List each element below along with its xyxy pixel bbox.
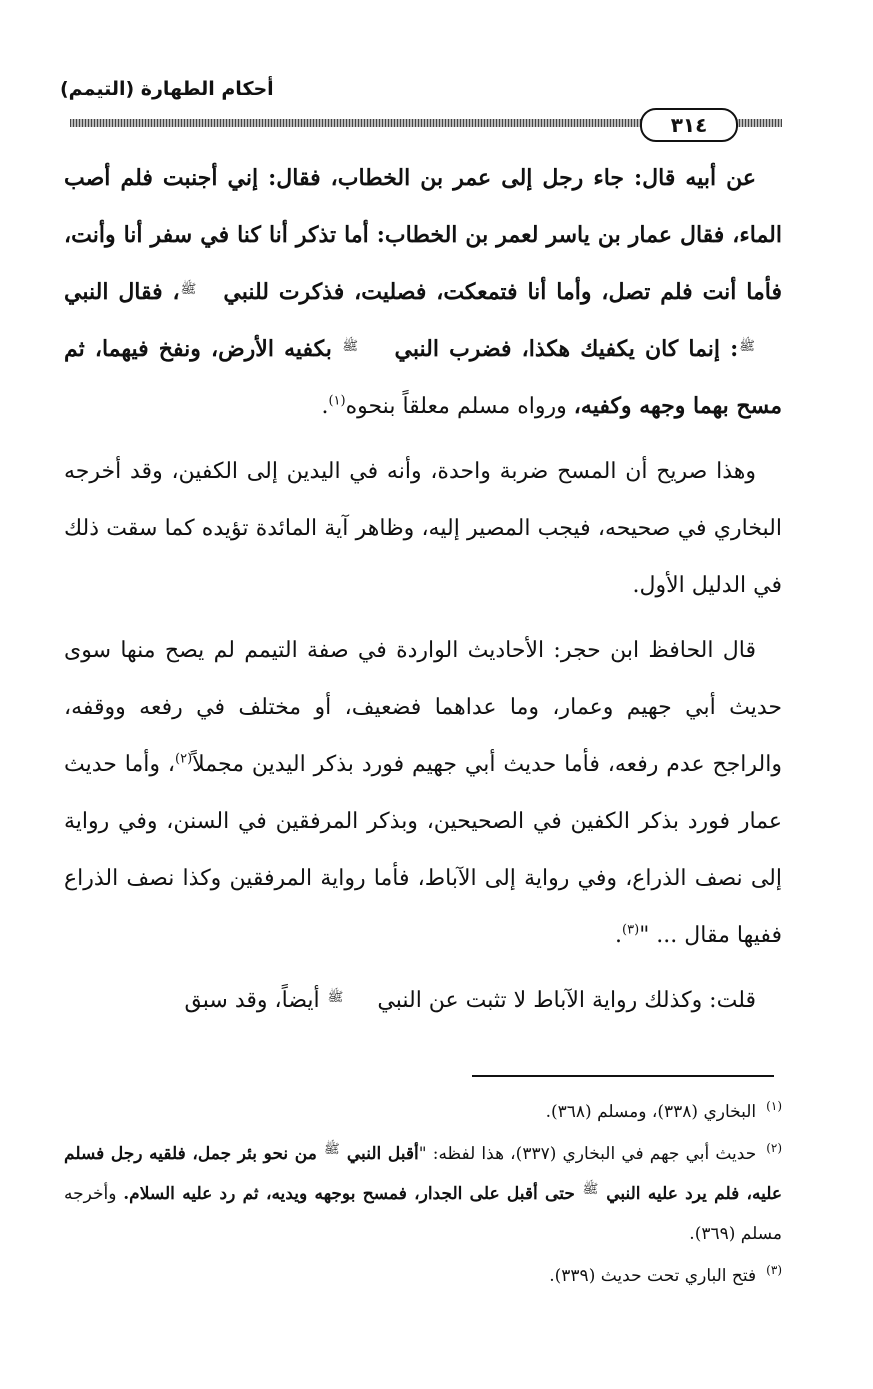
hadith-text-4: بكفيه الأرض، ونفخ فيهما، ثم مسح بهما وجهه وكفيه، <box>64 336 782 419</box>
footnote-text-2d: حتى أقبل على الجدار، فمسح بوجهه ويديه، ثم رد عليه السلام. <box>123 1184 575 1204</box>
paragraph-hadith <box>64 150 782 435</box>
page-number: ٣١٤ <box>640 108 738 142</box>
paragraph-ibn-hajar <box>64 622 782 964</box>
conclusion-text-2: أيضاً، وقد سبق <box>184 988 320 1013</box>
footnote-text-3: فتح الباري تحت حديث (٣٣٩). <box>549 1266 757 1286</box>
footnote-text-2e: وأخرجه مسلم (٣٦٩). <box>64 1184 782 1244</box>
hadith-text-5: ورواه مسلم معلقاً بنحوه <box>345 394 567 419</box>
footnote-text-1: البخاري (٣٣٨)، ومسلم (٣٦٨). <box>545 1102 757 1122</box>
footnote-text-2a: حديث أبي جهم في البخاري (٣٣٧)، هذا لفظه: " <box>418 1144 757 1164</box>
honorific-glyph: ﷺ <box>324 1142 340 1157</box>
hadith-text-1: عن أبيه قال: جاء رجل إلى عمر بن الخطاب، فقال: إني أجنبت فلم أصب الماء، فقال عمار بن ياسر لعمر بن الخطاب: أما تذكر أنا كنا في سفر أنا وأنت، فأما أنت فلم تصل، وأما أنا فتمعكت، فصليت، فذكرت للنبي <box>64 165 782 305</box>
hadith-text-2: ، فقال النبي <box>64 279 180 305</box>
hadith-text-3: : إنما كان يكفيك هكذا، فضرب النبي <box>394 336 739 362</box>
footnote-3 <box>64 1256 782 1296</box>
paragraph-conclusion <box>64 972 782 1029</box>
ibn-hajar-text-2: ، وأما حديث عمار فورد بذكر الكفين في الصحيحين، وبذكر المرفقين في السنن، وفي رواية إلى نصف الذراع، وفي رواية إلى الآباط، فأما رواية المرفقين وكذا نصف الذراع ففيها مقال ... " <box>64 752 782 948</box>
ibn-hajar-text-1: قال الحافظ ابن حجر: الأحاديث الواردة في صفة التيمم لم يصح منها سوى حديث أبي جهيم وعمار، وما عداهما فضعيف، أو مختلف في رفعه ووقفه، والراجح عدم رفعه، فأما حديث أبي جهيم فورد بذكر اليدين مجملاً <box>64 638 782 777</box>
honorific-glyph: ﷺ <box>582 1182 599 1197</box>
conclusion-text-1: قلت: وكذلك رواية الآباط لا تثبت عن النبي <box>377 988 756 1013</box>
honorific-glyph: ﷺ <box>739 339 755 354</box>
footnote-ref-1: (١) <box>328 393 346 409</box>
footnote-separator <box>472 1075 774 1077</box>
honorific-glyph: ﷺ <box>180 282 197 297</box>
paragraph-commentary: وهذا صريح أن المسح ضربة واحدة، وأنه في اليدين إلى الكفين، وقد أخرجه البخاري في صحيحه، فيجب المصير إليه، وظاهر آية المائدة تؤيده كما سقت ذلك في الدليل الأول. <box>64 459 782 598</box>
footnote-2 <box>64 1134 782 1254</box>
running-title: أحكام الطهارة (التيمم) <box>60 78 274 100</box>
footnote-ref-2: (٢) <box>175 751 193 767</box>
footnote-mark-2: (٢) <box>766 1141 783 1156</box>
ibn-hajar-end: . <box>615 923 623 948</box>
footnote-text-2b: أقبل النبي <box>346 1144 419 1164</box>
honorific-glyph: ﷺ <box>342 339 359 354</box>
footnotes <box>64 1092 782 1298</box>
hadith-end: . <box>321 394 329 419</box>
body-text <box>64 150 782 1037</box>
footnote-text-2c: من نحو بئر جمل، فلقيه رجل فسلم عليه، فلم يرد عليه النبي <box>64 1144 783 1204</box>
honorific-glyph: ﷺ <box>327 990 344 1005</box>
footnote-mark-3: (٣) <box>766 1263 782 1278</box>
footnote-mark-1: (١) <box>766 1099 782 1114</box>
footnote-ref-3: (٣) <box>622 922 640 938</box>
footnote-1 <box>64 1092 782 1132</box>
